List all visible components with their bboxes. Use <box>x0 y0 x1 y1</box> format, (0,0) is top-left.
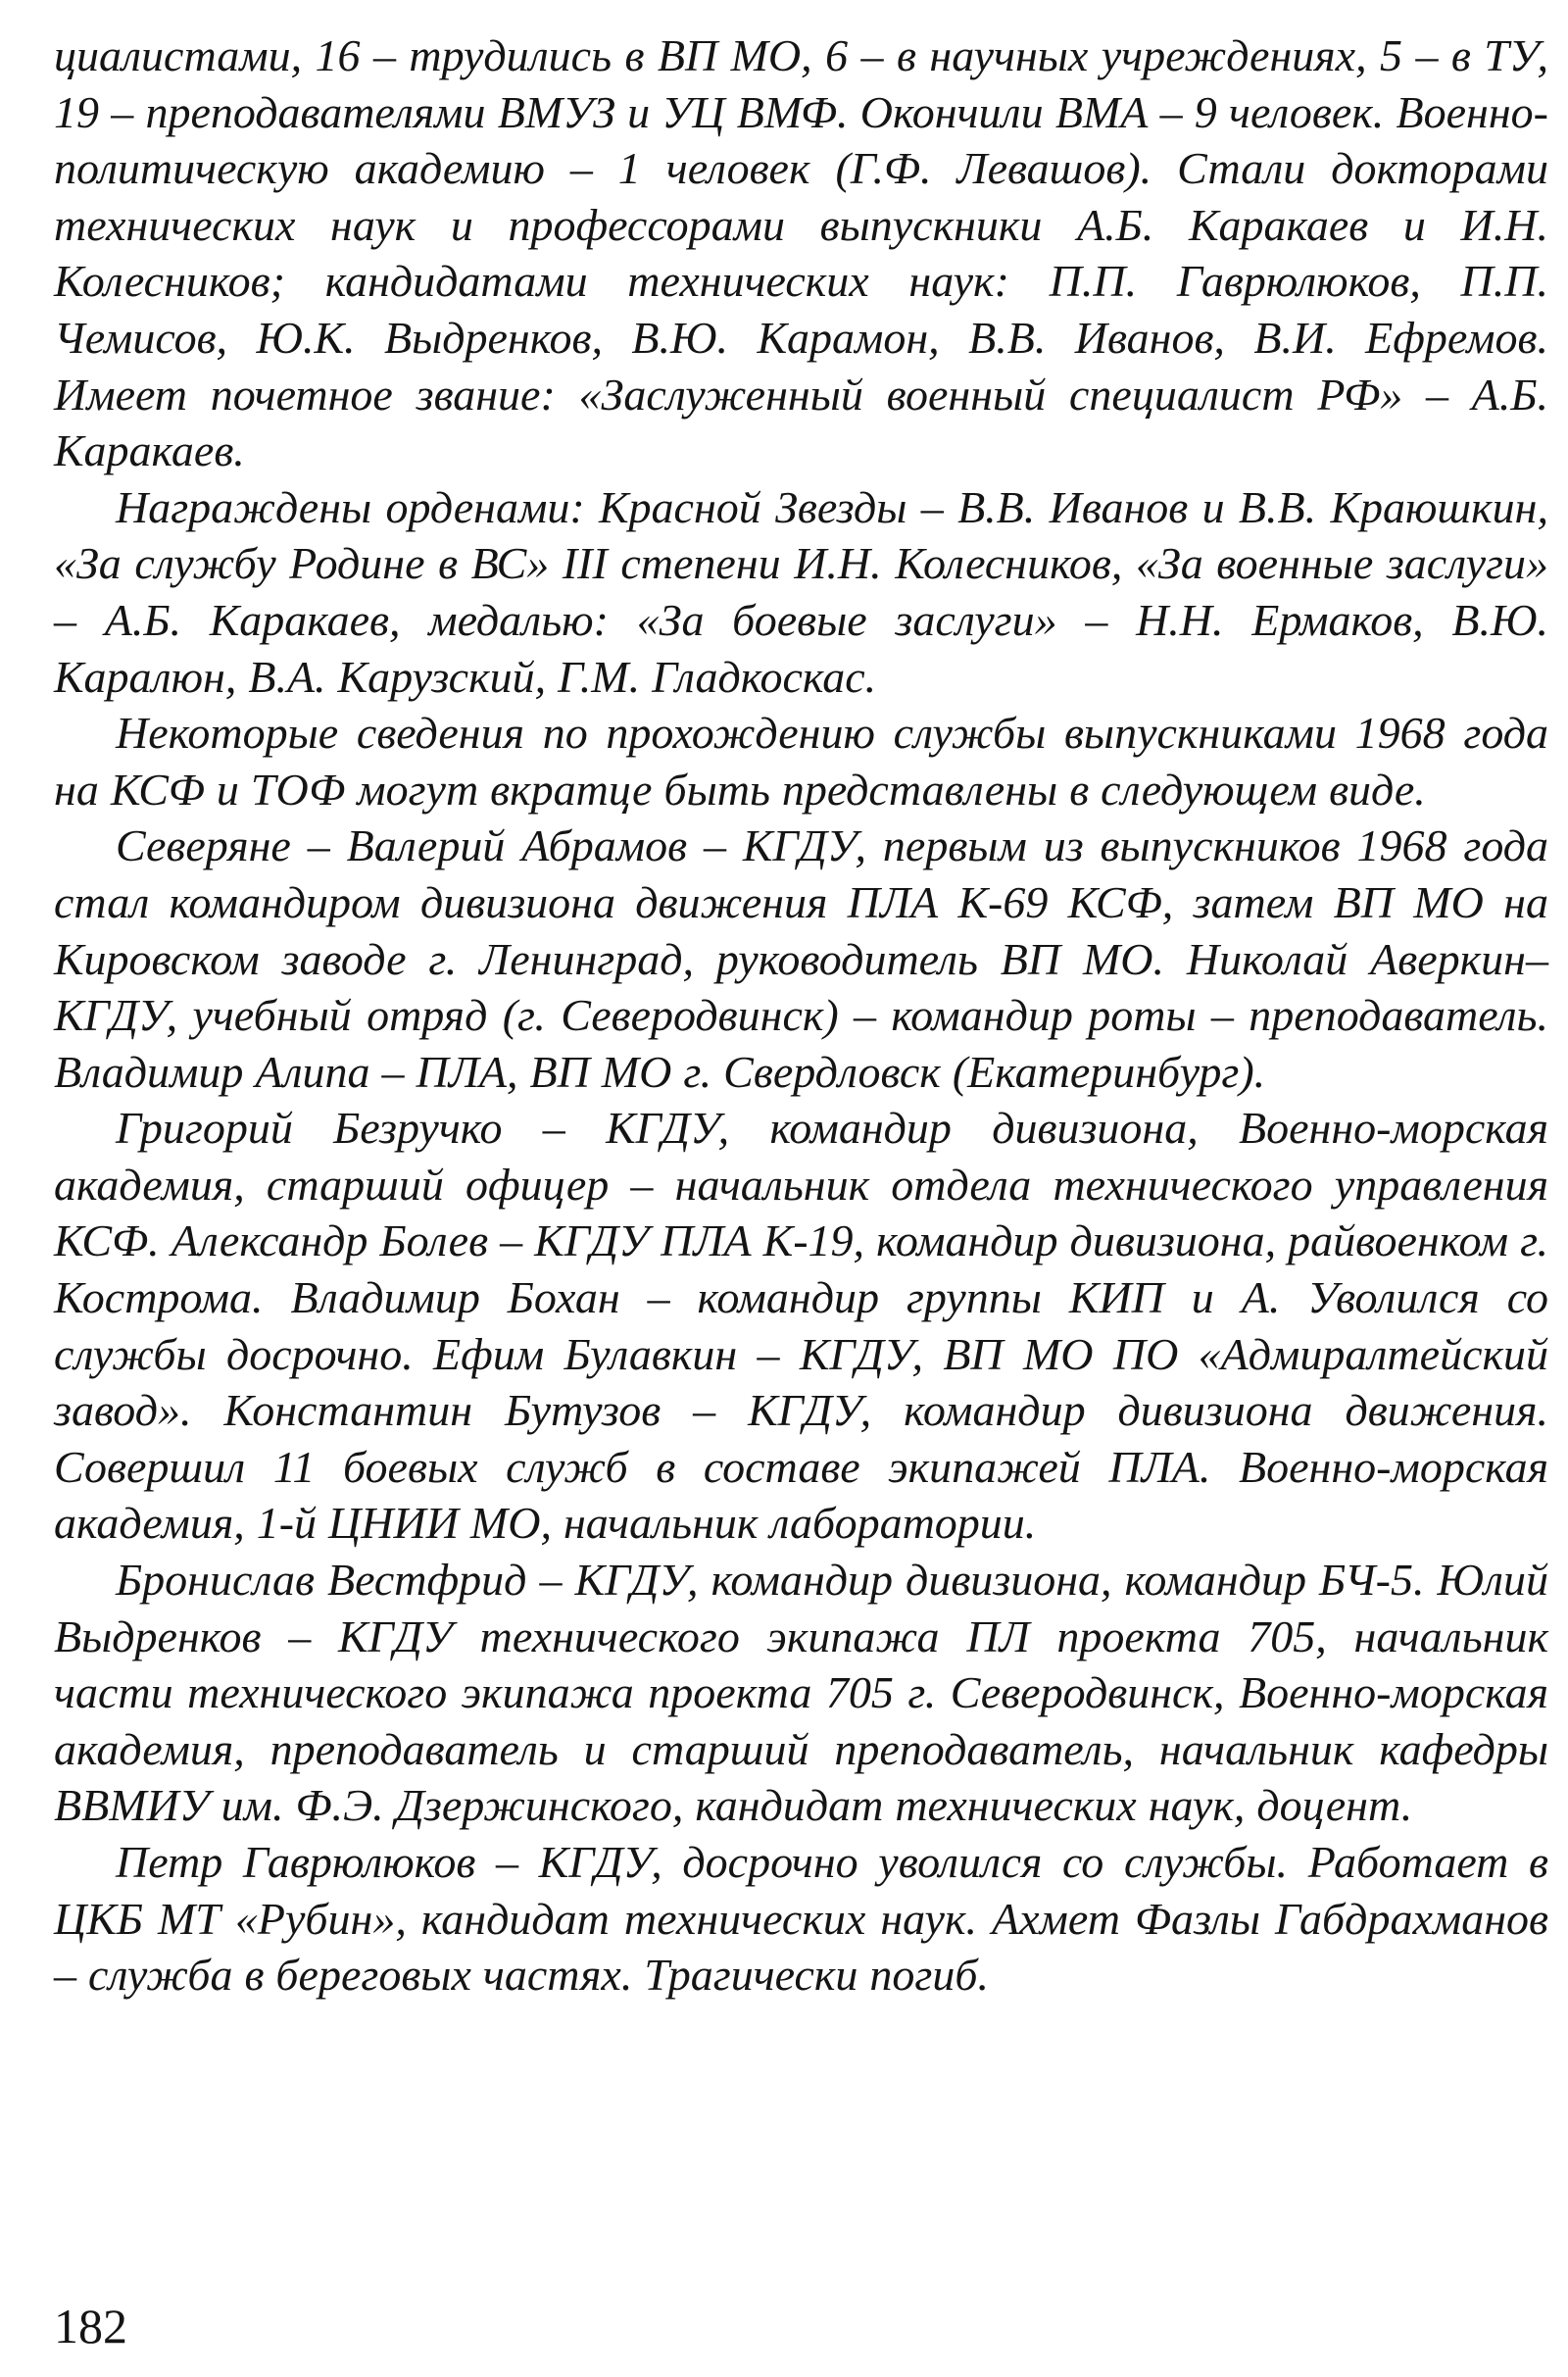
paragraph-bezruchko: Григорий Безручко – КГДУ, командир дивизиона, Военно-морская академия, старший офицер – начальник отдела технического управления КСФ. Александр Болев – КГДУ ПЛА К-19, командир дивизиона, райвоенком г. Кострома. Владимир Бохан – командир группы КИП и А. Уволился со службы досрочно. Ефим Булавкин – КГДУ, ВП МО ПО «Адмиралтейский завод». Константин Бутузов – КГДУ, командир дивизиона движения. Совершил 11 боевых служб в составе экипажей ПЛА. Военно-морская академия, 1-й ЦНИИ МО, начальник лаборатории. <box>54 1103 1548 1549</box>
paragraph-awards: Награждены орденами: Красной Звезды – В.В. Иванов и В.В. Краюшкин, «За службу Родине в ВС» III степени И.Н. Колесников, «За военные заслуги» – А.Б. Каракаев, медалью: «За боевые заслуги» – Н.Н. Ермаков, В.Ю. Каралюн, В.А. Карузский, Г.М. Гладкоскас. <box>54 481 1548 702</box>
page-body <box>54 27 1548 2004</box>
paragraph-continuation: циалистами, 16 – трудились в ВП МО, 6 – в научных учреждениях, 5 – в ТУ, 19 – преподавателями ВМУЗ и УЦ ВМФ. Окончили ВМА – 9 человек. Военно-политическую академию – 1 человек (Г.Ф. Левашов). Стали докторами технических наук и профессорами выпускники А.Б. Каракаев и И.Н. Колесников; кандидатами технических наук: П.П. Гаврюлюков, П.П. Чемисов, Ю.К. Выдренков, В.Ю. Карамон, В.В. Иванов, В.И. Ефремов. Имеет почетное звание: «Заслуженный военный специалист РФ» – А.Б. Каракаев. <box>54 30 1548 476</box>
page-number: 182 <box>54 2299 127 2353</box>
paragraph-severyane: Северяне – Валерий Абрамов – КГДУ, первым из выпускников 1968 года стал командиром дивизиона движения ПЛА К-69 КСФ, затем ВП МО на Кировском заводе г. Ленинград, руководитель ВП МО. Николай Аверкин– КГДУ, учебный отряд (г. Северодвинск) – командир роты – преподаватель. Владимир Алипа – ПЛА, ВП МО г. Свердловск (Екатеринбург). <box>54 820 1548 1097</box>
paragraph-vestfrid: Бронислав Вестфрид – КГДУ, командир дивизиона, командир БЧ-5. Юлий Выдренков – КГДУ технического экипажа ПЛ проекта 705, начальник части технического экипажа проекта 705 г. Северодвинск, Военно-морская академия, преподаватель и старший преподаватель, начальник кафедры ВВМИУ им. Ф.Э. Дзержинского, кандидат технических наук, доцент. <box>54 1555 1548 1831</box>
paragraph-gavryulyukov: Петр Гаврюлюков – КГДУ, досрочно уволился со службы. Работает в ЦКБ МТ «Рубин», кандидат технических наук. Ахмет Фазлы Габдрахманов – служба в береговых частях. Трагически погиб. <box>54 1837 1548 2001</box>
paragraph-intro: Некоторые сведения по прохождению службы выпускниками 1968 года на КСФ и ТОФ могут вкратце быть представлены в следующем виде. <box>54 708 1548 815</box>
